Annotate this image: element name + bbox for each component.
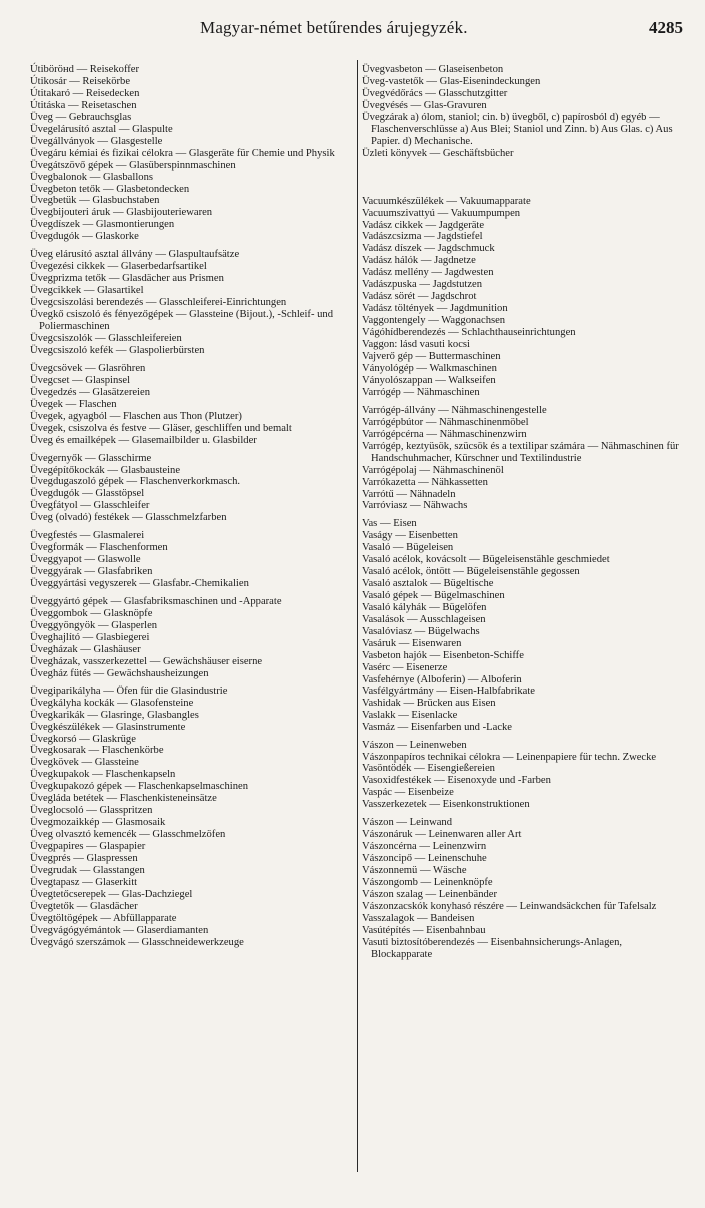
index-entry: Útikosár — Reisekörbe <box>30 75 131 87</box>
index-entry: Üveglocsoló — Glasspritzen <box>30 805 153 817</box>
index-entry: Üvegdíszek — Glasmontierungen <box>30 219 175 231</box>
index-entry: Üvegvésés — Glas-Gravuren <box>362 99 487 111</box>
index-entry: Vasmáz — Eisenfarben und -Lacke <box>362 721 513 733</box>
index-entry: Vasaló acélok, kovácsolt — Bügeleisenstähle geschmiedet <box>362 554 610 566</box>
index-entry: Vaságy — Eisenbetten <box>362 530 458 542</box>
index-entry: Útitáska — Reisetaschen <box>30 99 137 111</box>
index-entry: Vasaló gépek — Bügelmaschinen <box>362 590 505 602</box>
index-entry: Varrógép, keztyüsök, szücsök és a textilipar számára — Nähmaschinen für Handschuhmacher, Kürschner und Textilindustrie <box>362 440 679 464</box>
index-entry: Vasszerkezetek — Eisenkonstruktionen <box>362 799 530 811</box>
index-entry: Üveggyapot — Glaswolle <box>30 554 141 566</box>
index-entry: Vasaló asztalok — Bügeltische <box>362 578 494 590</box>
index-entry: Vasuti biztosítóberendezés — Eisenbahnsicherungs-Anlagen, Blockapparate <box>362 936 623 960</box>
index-entry: Vászonnemü — Wäsche <box>362 865 467 877</box>
index-entry: Üvegvédőrács — Glasschutzgitter <box>362 87 508 99</box>
index-entry: Vasáruk — Eisenwaren <box>362 637 462 649</box>
index-entry: Vadász hálók — Jagdnetze <box>362 255 476 267</box>
index-entry: Vas — Eisen <box>362 518 417 530</box>
index-entry: Vashidak — Brücken aus Eisen <box>362 697 496 709</box>
index-entry: Útiböröнd — Reisekoffer <box>30 64 140 75</box>
index-entry: Vászoncipő — Leinenschuhe <box>362 853 487 865</box>
index-entry: Üvegcset — Glaspinsel <box>30 374 131 386</box>
index-entry: Üvegfátyol — Glasschleifer <box>30 500 150 512</box>
index-entry: Üvegbalonok — Glasballons <box>30 171 153 183</box>
index-entry: Üvegprizma tetők — Glasdächer aus Prismen <box>30 273 224 285</box>
index-entry: Üveggyöngyök — Glasperlen <box>30 619 158 631</box>
index-entry: Üvegdugók — Glasstöpsel <box>30 488 145 500</box>
index-entry: Üvegkályha kockák — Glasofensteine <box>30 697 194 709</box>
index-entry: Vajverő gép — Buttermaschinen <box>362 351 501 363</box>
index-entry: Vászon — Leinenweben <box>362 739 467 751</box>
index-entry: Üvegbijouteri áruk — Glasbijouteriewaren <box>30 207 213 219</box>
index-entry: Vágóhídberendezés — Schlachthauseinrichtungen <box>362 327 576 339</box>
index-entry: Üvegkupakozó gépek — Flaschenkapselmaschinen <box>30 781 248 793</box>
index-entry: Üvegkő csiszoló és fényezőgépek — Glassteine (Bijout.), -Schleif- und Poliermaschinen <box>30 309 334 333</box>
index-entry: Varrógépolaj — Nähmaschinenöl <box>362 464 504 476</box>
index-entry: Vasaló acélok, öntött — Bügeleisenstähle gegossen <box>362 566 580 578</box>
index-entry: Üvegprés — Glaspressen <box>30 853 138 865</box>
index-entry: Vasoxidfestékek — Eisenoxyde und -Farben <box>362 775 551 787</box>
index-entry: Vadász díszek — Jagdschmuck <box>362 243 495 255</box>
index-entry: Üvegformák — Flaschenformen <box>30 542 168 554</box>
index-entry: Üvegernyők — Glasschirme <box>30 452 152 464</box>
index-entry: Üvegek, csiszolva és festve — Gläser, geschliffen und bemalt <box>30 422 292 434</box>
index-entry: Vászongomb — Leinenknöpfe <box>362 877 493 889</box>
index-entry: Üvegcikkek — Glasartikel <box>30 285 144 297</box>
index-entry: Varrógépcérna — Nähmaschinenzwirn <box>362 428 527 440</box>
page-header <box>0 18 705 42</box>
index-entry: Varrógép — Nähmaschinen <box>362 386 480 398</box>
index-entry: Üvegház fütés — Gewächshausheizungen <box>30 667 209 679</box>
index-entry: Üvegáru kémiai és fizikai célokra — Glasgeräte für Chemie und Physik <box>30 147 335 159</box>
index-entry: Üvegezési cikkek — Glaserbedarfsartikel <box>30 261 207 273</box>
index-entry: Vasfehérnye (Alboferin) — Alboferin <box>362 673 522 685</box>
index-entry: Üveg-vastetők — Glas-Eisenindeckungen <box>362 75 541 87</box>
index-entry: Üvegtapasz — Glaserkitt <box>30 876 138 888</box>
index-entry: Vacuumkészülékek — Vakuumapparate <box>362 195 531 207</box>
index-entry: Üvegpapires — Glaspapier <box>30 841 146 853</box>
index-entry: Vasaló — Bügeleisen <box>362 542 454 554</box>
index-entry: Üveggyárak — Glasfabriken <box>30 566 153 578</box>
index-entry: Üvegtetők — Glasdächer <box>30 900 138 912</box>
index-entry: Üveggombok — Glasknöpfe <box>30 607 153 619</box>
index-entry: Varrógép-állvány — Nähmaschinengestelle <box>362 404 547 416</box>
index-entry: Üvegláda betétek — Flaschenkisteneinsätze <box>30 793 217 805</box>
index-entry: Vaggontengely — Waggonachsen <box>362 315 506 327</box>
index-entry: Üvegkövek — Glassteine <box>30 757 139 769</box>
index-entry: Vaspác — Eisenbeize <box>362 787 454 799</box>
index-entry: Ványolószappan — Walkseifen <box>362 374 496 386</box>
page-number: 4285 <box>649 18 683 37</box>
index-entry: Üvegcsiszolók — Glasschleifereien <box>30 332 182 344</box>
index-entry: Vadász töltények — Jagdmunition <box>362 303 508 315</box>
page-title: Magyar-német betűrendes árujegyzék. <box>200 18 468 37</box>
index-entry: Varróviasz — Nähwachs <box>362 500 468 512</box>
index-entry: Üveg — Gebrauchsglas <box>30 111 132 123</box>
index-entry: Vaslakk — Eisenlacke <box>362 709 458 721</box>
index-entry: Vasszalagok — Bandeisen <box>362 912 475 924</box>
index-entry: Üvegiparikályha — Öfen für die Glasindustrie <box>30 685 228 697</box>
index-entry: Útitakaró — Reisedecken <box>30 87 140 99</box>
index-entry: Vasöntödék — Eisengießereien <box>362 763 495 775</box>
index-entry: Vászon szalag — Leinenbänder <box>362 889 498 900</box>
index-entry: Vadász sörét — Jagdschrot <box>362 291 477 303</box>
index-entry: Üvegkészülékek — Glasinstrumente <box>30 721 186 733</box>
index-entry: Üvegvasbeton — Glaseisenbeton <box>362 64 504 75</box>
index-entry: Üvegkorsó — Glaskrüge <box>30 733 136 745</box>
index-entry: Üvegdugaszoló gépek — Flaschenverkorkmasch. <box>30 476 241 488</box>
index-entry: Üveggyártási vegyszerek — Glasfabr.-Chemikalien <box>30 578 249 590</box>
index-entry: Vadászcsizma — Jagdstiefel <box>362 231 483 243</box>
index-entry: Vászoncérna — Leinenzwirn <box>362 841 487 853</box>
index-entry: Üvegfestés — Glasmalerei <box>30 530 145 542</box>
index-entry: Varrókazetta — Nähkassetten <box>362 476 488 488</box>
index-entry: Üvegcsiszoló kefék — Glaspolierbürsten <box>30 344 205 356</box>
index-entry: Vasérc — Eisenerze <box>362 661 448 673</box>
index-entry: Üvegkupakok — Flaschenkapseln <box>30 769 176 781</box>
index-entry: Vasalóviasz — Bügelwachs <box>362 625 480 637</box>
column-divider <box>357 60 358 1172</box>
right-column <box>362 64 684 961</box>
index-entry: Vadászpuska — Jagdstutzen <box>362 279 483 291</box>
index-entry: Üveg olvasztó kemencék — Glasschmelzöfen <box>30 829 226 841</box>
index-entry: Üvegkosarak — Flaschenkörbe <box>30 745 164 757</box>
index-entry: Üvegépítőkockák — Glasbausteine <box>30 464 181 476</box>
index-entry: Üvegelárusító asztal — Glaspulte <box>30 123 173 135</box>
index-entry: Üvegmozaikkép — Glasmosaik <box>30 817 166 829</box>
index-entry: Üvegkarikák — Glasringe, Glasbangles <box>30 709 199 721</box>
index-entry: Üveghajlító — Glasbiegerei <box>30 631 150 643</box>
index-entry: Üvegedzés — Glasätzereien <box>30 386 151 398</box>
index-entry: Vászon — Leinwand <box>362 817 453 829</box>
index-entry: Üvegrudak — Glasstangen <box>30 865 145 876</box>
index-entry: Üveggyártó gépek — Glasfabriksmaschinen und -Apparate <box>30 596 282 608</box>
index-entry: Üvegbetük — Glasbuchstaben <box>30 195 160 207</box>
index-entry: Vasfélgyártmány — Eisen-Halbfabrikate <box>362 685 535 697</box>
index-entry: Üvegek, agyagból — Flaschen aus Thon (Plutzer) <box>30 410 242 422</box>
index-entry: Üvegvágó szerszámok — Glasschneidewerkzeuge <box>30 936 244 948</box>
index-entry: Üvegvágógyémántok — Glaserdiamanten <box>30 924 209 936</box>
index-entry: Vászonáruk — Leinenwaren aller Art <box>362 829 522 841</box>
index-entry: Ványológép — Walkmaschinen <box>362 362 497 374</box>
index-entry: Vadász cikkek — Jagdgeräte <box>362 219 485 231</box>
index-entry: Üveg elárusító asztal állvány — Glaspultaufsätze <box>30 249 240 261</box>
index-entry: Vászonzacskók konyhasó részére — Leinwandsäckchen für Tafelsalz <box>362 900 657 912</box>
left-column <box>30 64 350 949</box>
index-entry: Vasalások — Ausschlageisen <box>362 614 486 626</box>
index-entry: Vasbeton hajók — Eisenbeton-Schiffe <box>362 649 524 661</box>
index-entry: Üvegdugók — Glaskorke <box>30 231 139 243</box>
index-entry: Üvegek — Flaschen <box>30 398 117 410</box>
index-entry: Üveg (olvadó) festékek — Glasschmelzfarben <box>30 512 227 524</box>
index-entry: Üvegbeton tetők — Glasbetondecken <box>30 183 190 195</box>
index-entry: Vadász mellény — Jagdwesten <box>362 267 494 279</box>
index-entry: Üvegtöltögépek — Abfüllapparate <box>30 912 177 924</box>
index-entry: Üvegházak — Glashäuser <box>30 643 141 655</box>
index-entry: Varrógépbútor — Nähmaschinenmöbel <box>362 416 529 428</box>
index-entry: Vászonpapíros technikai célokra — Leinenpapiere für techn. Zwecke <box>362 751 657 763</box>
index-entry: Üveg és emailképek — Glasemailbilder u. Glasbilder <box>30 434 257 446</box>
index-entry: Vasútépítés — Eisenbahnbau <box>362 924 486 936</box>
index-entry: Üvegházak, vasszerkezettel — Gewächshäuser eiserne <box>30 655 263 667</box>
index-entry: Vacuumszivattyú — Vakuumpumpen <box>362 207 521 219</box>
index-entry: Üvegzárak a) ólom, staniol; cin. b) üvegből, c) papírosból d) egyéb — Flaschenverschlüsse a) Aus Blei; Staniol und Zinn. b) Aus Glas. c) Aus Papier. d) Mechanische. <box>362 111 673 147</box>
index-entry: Üvegtetőcserepek — Glas-Dachziegel <box>30 888 193 900</box>
index-entry: Üvegállványok — Glasgestelle <box>30 135 163 147</box>
index-entry: Vaggon: lásd vasuti kocsi <box>362 339 470 351</box>
index-entry: Varrótű — Nähnadeln <box>362 488 456 500</box>
index-entry: Üzleti könyvek — Geschäftsbücher <box>362 147 514 159</box>
index-entry: Üvegcsiszolási berendezés — Glasschleiferei-Einrichtungen <box>30 297 287 309</box>
index-entry: Vasaló kályhák — Bügelöfen <box>362 602 487 614</box>
index-entry: Üvegcsövek — Glasröhren <box>30 362 146 374</box>
index-entry: Üvegátszövő gépek — Glasüberspinnmaschinen <box>30 159 236 171</box>
